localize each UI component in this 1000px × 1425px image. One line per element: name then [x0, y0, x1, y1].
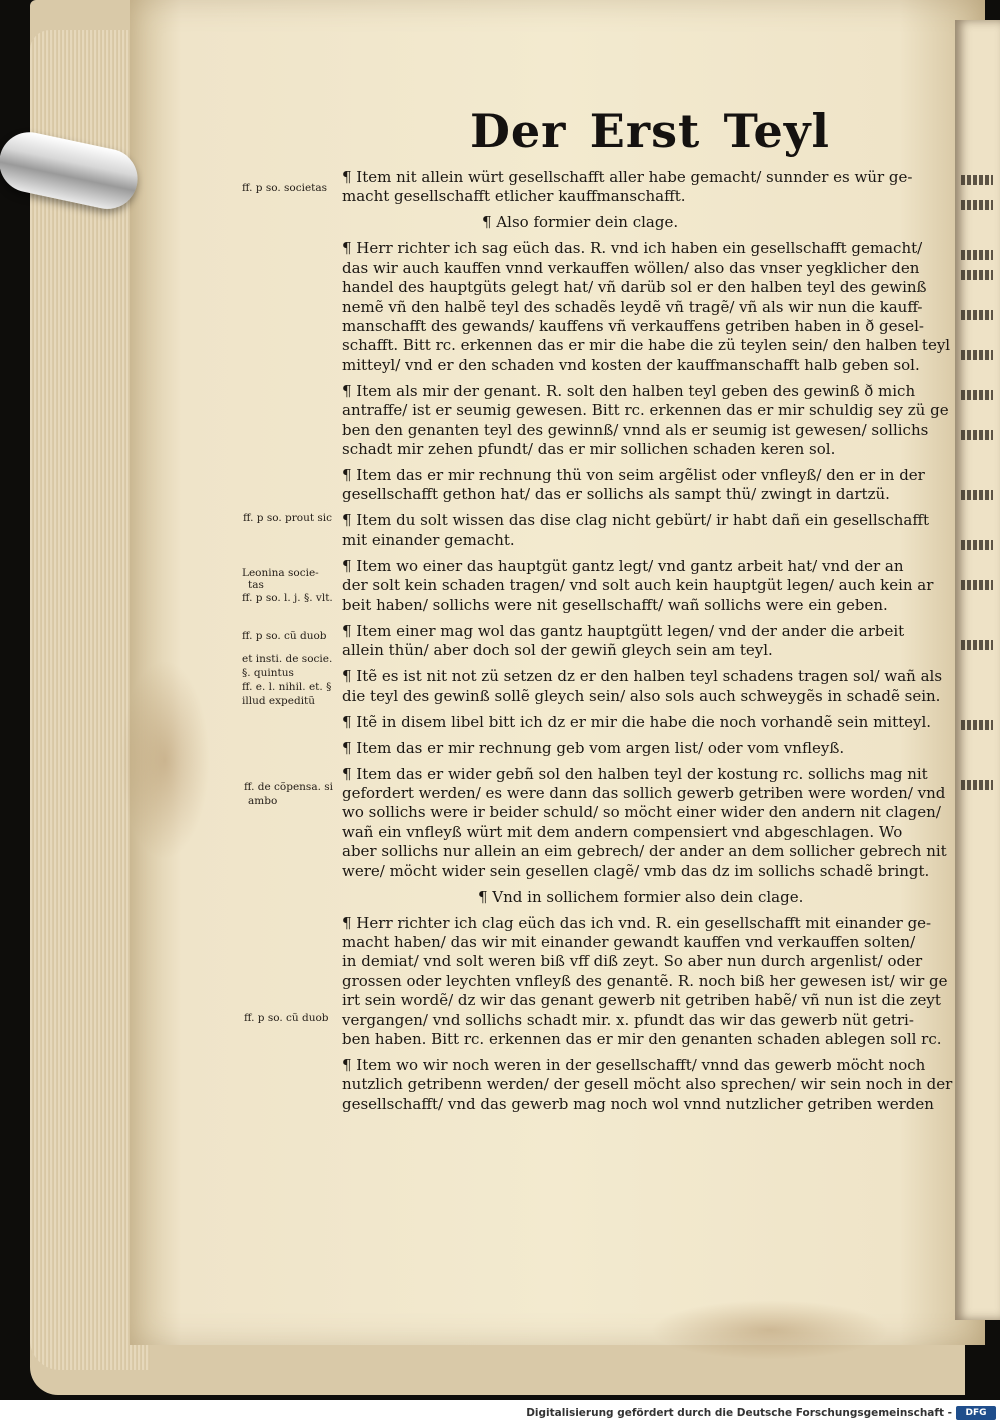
paragraph	[342, 712, 932, 732]
text-line: ¶ Vnd in sollichem formier also dein clage.	[478, 887, 804, 906]
text-line: ¶ Item wo einer das hauptgüt gantz legt/ vnd gantz arbeit hat/ vnd der an	[342, 556, 904, 575]
paragraph	[342, 764, 947, 881]
right-page-text	[961, 200, 993, 210]
text-line: nutzlich getribenn werden/ der gesell möcht also sprechen/ wir sein noch in der	[342, 1075, 953, 1094]
paragraph	[482, 213, 912, 232]
running-title-word: Der	[470, 104, 567, 158]
text-line: vergangen/ vnd sollichs schadt mir. x. pfundt das wir das gewerb nüt getri-	[342, 1010, 914, 1029]
marginal-note: ff. p so. prout sic	[243, 512, 333, 524]
running-title-word: Teyl	[723, 104, 830, 158]
marginal-note: Leonina socie-	[242, 567, 319, 579]
page-body-text	[342, 168, 953, 1121]
text-line: schadt mir zehen pfundt/ das er mir sollichen schaden keren sol.	[342, 440, 836, 459]
paragraph	[342, 381, 949, 460]
paragraph	[342, 511, 930, 550]
paragraph	[342, 556, 934, 615]
text-line: macht haben/ das wir mit einander gewandt kauffen vnd verkauffen solten/	[342, 932, 916, 951]
text-line: der solt kein schaden tragen/ vnd solt auch kein hauptgüt legen/ auch kein ar	[342, 576, 934, 595]
paragraph	[342, 239, 951, 375]
running-title-word: Erst	[589, 104, 701, 158]
right-page-text	[961, 175, 993, 185]
running-title	[470, 104, 830, 158]
text-line: nemẽ vñ den halbẽ teyl des schadẽs leydẽ vñ tragẽ/ vñ als wir nun die kauff-	[342, 297, 923, 316]
right-page-text	[961, 490, 993, 500]
funding-credit: Digitalisierung gefördert durch die Deutsche Forschungsgemeinschaft -	[526, 1407, 952, 1419]
text-line: die teyl des gewinß sollẽ gleych sein/ also sols auch schweygẽs in schadẽ sein.	[342, 686, 941, 705]
text-line: ¶ Herr richter ich clag eüch das ich vnd. R. ein gesellschafft mit einander ge-	[342, 913, 932, 932]
text-line: wañ ein vnfleyß würt mit dem andern compensiert vnd abgeschlagen. Wo	[342, 822, 903, 841]
right-page-text	[961, 390, 993, 400]
dfg-logo: DFG	[956, 1406, 996, 1420]
text-line: handel des hauptgüts gelegt hat/ vñ darüb sol er den halben teyl des gewinß	[342, 278, 927, 297]
marginal-note: ff. p so. societas	[242, 182, 328, 194]
text-line: beit haben/ sollichs were nit gesellschafft/ wañ sollichs were ein geben.	[342, 595, 888, 614]
right-page-text	[961, 270, 993, 280]
paper-stain	[120, 660, 210, 860]
text-line: ¶ Item als mir der genant. R. solt den halben teyl geben des gewinß ð mich	[342, 381, 916, 400]
marginal-note: ff. p so. cũ duob	[244, 1012, 329, 1024]
text-line: ben haben. Bitt rc. erkennen das er mir den genanten schaden ablegen soll rc.	[342, 1029, 942, 1048]
text-line: ¶ Also formier dein clage.	[482, 213, 679, 232]
marginal-note: ff. p so. l. j. §. vlt.	[242, 592, 333, 604]
paragraph	[342, 667, 943, 706]
text-line: ¶ Herr richter ich sag eüch das. R. vnd ich haben ein gesellschafft gemacht/	[342, 239, 923, 258]
text-line: irt sein wordẽ/ dz wir das genant gewerb nit getriben habẽ/ vñ nun ist die zeyt	[342, 991, 941, 1010]
paragraph	[342, 622, 912, 661]
text-line: ¶ Item wo wir noch weren in der gesellschafft/ vnnd das gewerb möcht noch	[342, 1055, 926, 1074]
right-page-text	[961, 580, 993, 590]
right-page-text	[961, 250, 993, 260]
right-page-edge	[955, 20, 1000, 1320]
text-line: schafft. Bitt rc. erkennen das er mir die habe die zü teylen sein/ den halben teyl	[342, 336, 951, 355]
marginal-note: et insti. de socie.	[242, 653, 333, 665]
paragraph	[478, 888, 912, 907]
right-page-text	[961, 780, 993, 790]
marginal-note: §. quintus	[242, 667, 294, 679]
footer-bar	[0, 1400, 1000, 1425]
text-line: ¶ Item nit allein würt gesellschafft aller habe gemacht/ sunnder es wür ge-	[342, 168, 913, 186]
text-line: ¶ Item du solt wissen das dise clag nicht gebürt/ ir habt dañ ein gesellschafft	[342, 511, 930, 530]
text-line: in demiat/ vnd solt weren biß vff diß zeyt. So aber nun durch argenlist/ oder	[342, 952, 923, 971]
text-line: gefordert werden/ es were dann das sollich gewerb getriben were worden/ vnd	[342, 783, 946, 802]
text-line: ben den genanten teyl des gewinnß/ vnnd als er seumig ist gewesen/ sollichs	[342, 420, 929, 439]
marginal-note: ff. e. l. nihil. et. §	[242, 681, 332, 693]
text-line: aber sollichs nur allein an eim gebrech/ der ander an dem sollicher gebrech nit	[342, 842, 947, 861]
text-line: ¶ Item das er wider gebñ sol den halben teyl der kostung rc. sollichs mag nit	[342, 764, 928, 783]
marginal-note: illud expeditũ	[242, 695, 316, 707]
text-line: gesellschafft/ vnd das gewerb mag noch wol vnnd nutzlicher getriben werden	[342, 1094, 934, 1113]
text-line: macht gesellschafft etlicher kauffmanschafft.	[342, 187, 686, 206]
text-line: ¶ Item das er mir rechnung thü von seim argẽlist oder vnfleyß/ den er in der	[342, 466, 925, 485]
right-page-text	[961, 350, 993, 360]
right-page-text	[961, 720, 993, 730]
paragraph	[342, 1055, 953, 1114]
right-page-text	[961, 310, 993, 320]
text-line: manschafft des gewands/ kauffens vñ verkauffens getriben haben in ð gesel-	[342, 317, 924, 336]
text-line: gesellschafft gethon hat/ das er sollichs als sampt thü/ zwingt in dartzü.	[342, 485, 890, 504]
marginal-note: ff. p so. cũ duob	[242, 630, 327, 642]
marginal-note: ambo	[248, 795, 278, 807]
text-line: grossen oder leychten vnfleyß des genantẽ. R. noch biß her gewesen ist/ wir ge	[342, 971, 948, 990]
text-line: were/ möcht wider sein gesellen clagẽ/ vmb das dz im sollichs schadẽ bringt.	[342, 861, 930, 880]
right-page-text	[961, 430, 993, 440]
text-line: wo sollichs were ir beider schuld/ so möcht einer wider den andern nit clagen/	[342, 803, 941, 822]
text-line: mitteyl/ vnd er den schaden vnd kosten der kauffmanschafft halb geben sol.	[342, 355, 920, 374]
paragraph	[342, 466, 925, 505]
text-line: antraffe/ ist er seumig gewesen. Bitt rc. erkennen das er mir schuldig sey zü ge	[342, 401, 949, 420]
text-line: ¶ Item das er mir rechnung geb vom argen list/ oder vom vnfleyß.	[342, 738, 845, 757]
text-line: ¶ Item einer mag wol das gantz hauptgütt legen/ vnd der ander die arbeit	[342, 621, 905, 640]
marginal-note: tas	[248, 579, 264, 591]
paragraph	[342, 913, 948, 1050]
paragraph	[342, 168, 912, 207]
right-page-text	[961, 540, 993, 550]
text-line: das wir auch kauffen vnnd verkauffen wöllen/ also das vnser yegklicher den	[342, 258, 920, 277]
text-line: ¶ Itẽ es ist nit not zü setzen dz er den halben teyl schadens tragen sol/ wañ als	[342, 667, 943, 686]
paper-stain	[650, 1300, 890, 1360]
text-line: mit einander gemacht.	[342, 530, 515, 549]
paragraph	[342, 739, 912, 758]
text-line: ¶ Itẽ in disem libel bitt ich dz er mir die habe die noch vorhandẽ sein mitteyl.	[342, 712, 932, 731]
text-line: allein thün/ aber doch sol der gewiñ gleych sein am teyl.	[342, 641, 773, 660]
marginal-note: ff. de cõpensa. si	[244, 781, 334, 793]
right-page-text	[961, 640, 993, 650]
